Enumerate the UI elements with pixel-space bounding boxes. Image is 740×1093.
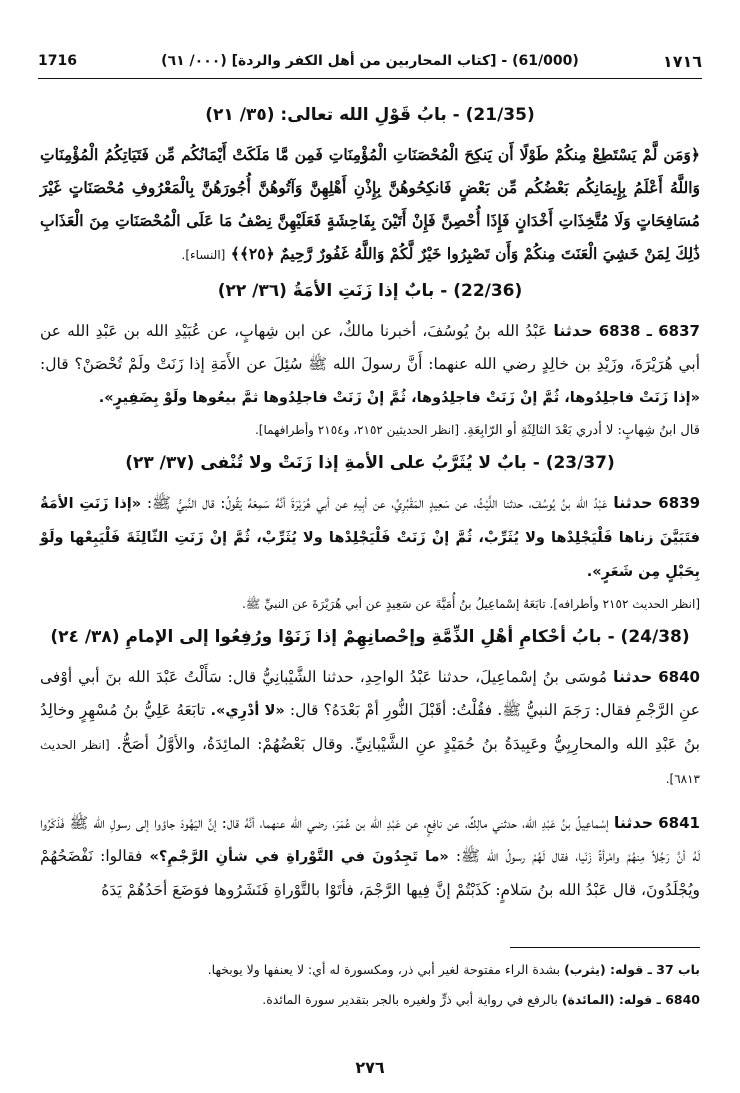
footnote-divider <box>510 947 700 948</box>
page-number-arabic: ١٧١٦ <box>662 51 702 71</box>
chapter-heading-38: (24/38) - بابُ أحْكامِ أهْلِ الذِّمَّةِ وإحْصانِهِمْ إذا زَنَوْا ورُفِعُوا إلى الإمامِ (٣٨/ ٢٤) <box>50 627 690 647</box>
hadith-number: 6839 <box>658 494 701 512</box>
running-head-title: (61/000) - [كتاب المحاربين من أهل الكفر والردة] (٠٠٠/ ٦١) <box>161 53 579 69</box>
hadith-6841 <box>40 806 700 907</box>
hadith-number: 6840 <box>658 668 700 686</box>
hadith-6837 <box>40 314 700 415</box>
chapter-heading-37: (23/37) - بابٌ لا يُثَرَّبُ على الأمةِ إذا زَنَتْ ولا تُنْفى (٣٧/ ٢٣) <box>125 453 615 473</box>
hadith-matn: «ما تَجِدُونَ في التَّوْراةِ في شأنِ الرَّجْمِ؟» <box>149 849 449 865</box>
hadith-6839 <box>40 486 700 589</box>
page-number-latin: 1716 <box>38 53 77 69</box>
hadith-reference: [انظر الحديث ٢١٥٢ وأطرافه]. تابَعَهُ إسْماعِيلُ بنُ أُمَيَّةَ عن سَعِيدٍ عن أبي هُرَيْرَةَ عن النبيِّ ﷺ. <box>241 597 700 611</box>
hadith-number: 6837 ـ 6838 <box>598 322 700 340</box>
hadith-after: فقالوا: نَفْضَحُهُمْ ويُجْلَدُونَ، قال عَبْدُ الله بنُ سَلامٍ: كَذَبْتُمْ إنَّ فِيها الرَّجْمَ، فأتَوْا بالتَّوْراةِ فَنَشَرُوها فوَضَعَ أحَدُهُمْ يَدَهُ <box>40 847 700 899</box>
hadith-lead: حدثنا <box>553 321 593 340</box>
hadith-reference: [انظر الحديث ٦٨١٣]. <box>40 738 700 786</box>
hadith-6840 <box>40 660 700 796</box>
running-header <box>38 48 702 79</box>
hadith-isnad: إسْماعِيلُ بنُ عَبْدِ الله، حدثني مالِكٌ، عن نافِعٍ، عن عَبْدِ الله بن عُمَرَ، رضي الله عنهما، أنَّهُ قال: إنَّ اليَهُودَ جاؤوا إلى رسولِ الله ﷺ فَذَكَرُوا لَهُ أنَّ رَجُلاً مِنهُمْ وامْرأةً زَنَيا، فقال لَهُمْ رسولُ الله ﷺ: <box>40 814 700 865</box>
footnote-item <box>40 985 700 1015</box>
quran-text: ﴿وَمَن لَّمْ يَسْتَطِعْ مِنكُمْ طَوْلًا أَن يَنكِحَ الْمُحْصَنَاتِ الْمُؤْمِنَاتِ فَمِن مَّا مَلَكَتْ أَيْمَانُكُم مِّن فَتَيَاتِكُمُ الْمُؤْمِنَاتِ وَاللَّهُ أَعْلَمُ بِإِيمَانِكُم بَعْضُكُم مِّن بَعْضٍ فَانكِحُوهُنَّ بِإِذْنِ أَهْلِهِنَّ وَآتُوهُنَّ أُجُورَهُنَّ بِالْمَعْرُوفِ مُحْصَنَاتٍ غَيْرَ مُسَافِحَاتٍ وَلَا مُتَّخِذَاتِ أَخْدَانٍ فَإِذَا أُحْصِنَّ فَإِنْ أَتَيْنَ بِفَاحِشَةٍ فَعَلَيْهِنَّ نِصْفُ مَا عَلَى الْمُحْصَنَاتِ مِنَ الْعَذَابِ ذَٰلِكَ لِمَنْ خَشِيَ الْعَنَتَ مِنكُمْ وَأَن تَصْبِرُوا خَيْرٌ لَّكُمْ وَاللَّهُ غَفُورٌ رَّحِيمٌ ﴿٢٥﴾﴾ <box>40 145 700 263</box>
hadith-after: تابَعَهُ عَلِيُّ بنُ مُسْهِرٍ وخالِدُ بنُ عَبْدِ الله والمحارِبِيُّ وعَبِيدَةُ بنُ حُمَيْدٍ عنِ الشَّيْبانِيِّ. وقال بَعْضُهُمْ: المائِدَةُ، والأوَّلُ أصَحُّ. <box>40 701 700 753</box>
hadith-matn: «إذا زَنَتِ الأمَةُ فتَبَيَّنَ زناها فَلْيَجْلِدْها ولا يُثَرِّبْ، ثُمَّ إنْ زَنَتْ فَلْيَجْلِدْها ولا يُثَرِّبْ، ثُمَّ إنْ زَنَتِ الثّالِثَةَ فَلْيَبِعْها ولَوْ بِحَبْلٍ مِن شَعَرٍ». <box>40 496 700 580</box>
footnote-text: بشدة الراء مفتوحة لغير أبي ذر، ومكسورة له أي: لا يعنفها ولا يوبخها. <box>207 962 561 977</box>
hadith-lead: حدثنا <box>613 493 653 512</box>
chapter-heading-35: (21/35) - بابُ قَوْلِ الله تعالى: (٣٥/ ٢١) <box>205 105 535 125</box>
quran-reference: [النساء]. <box>181 248 226 262</box>
hadith-reference: [انظر الحديثين ٢١٥٢، و٢١٥٤ وأطرافهما]. <box>254 423 460 437</box>
hadith-6837-note <box>40 417 700 444</box>
hadith-matn: «لا أدْرِي». <box>210 703 285 719</box>
chapter-heading-36: (22/36) - بابٌ إذا زَنَتِ الأمَةُ (٣٦/ ٢٢) <box>217 281 523 301</box>
footnote-label: باب 37 ـ قوله: (يثرب) <box>564 962 700 977</box>
hadith-lead: حدثنا <box>612 667 653 686</box>
hadith-number: 6841 <box>658 814 700 832</box>
hadith-matn: «إذا زَنَتْ فاجلِدُوها، ثُمَّ إنْ زَنَتْ فاجلِدُوها، ثُمَّ إنْ زَنَتْ فاجلِدُوها ثمَّ بيعُوها ولَوْ بِضَفِيرٍ». <box>98 390 700 406</box>
footnote-item <box>40 955 700 985</box>
footnote-label: 6840 ـ قوله: (المائدة) <box>561 992 700 1007</box>
hadith-6839-note <box>40 591 700 618</box>
hadith-isnad: عَبْدُ الله بنُ يُوسُفَ، حدثنا اللَّيْثُ، عن سَعِيدٍ المَقْبُرِيِّ، عن أبِيهِ عن أبي هُرَيْرَةَ أنَّهُ سَمِعَهُ يَقُولُ: قال النَّبيُّ ﷺ: <box>146 494 608 512</box>
hadith-isnad: عَبْدُ الله بنُ يُوسُفَ، أخبرنا مالكٌ، عن ابن شِهابٍ، عن عُبَيْدِ الله بن عَبْدِ الله عن أبي هُرَيْرَةَ، وزَيْدِ بن خالِدٍ رضي الله عنهما: أَنَّ رسولَ الله ﷺ سُئِلَ عن الأَمَةِ إذا زَنَتْ ولَمْ تُحْصَنْ؟ قال: <box>40 322 700 373</box>
footnotes <box>40 955 700 1015</box>
hadith-after: قال ابنُ شِهابٍ: لا أدري بَعْدَ الثالِثَةِ أو الرّابِعَةِ. <box>463 423 700 438</box>
main-text <box>40 96 700 907</box>
quran-verse <box>40 138 700 272</box>
hadith-isnad: مُوسَى بنُ إسْماعِيلَ، حدثنا عَبْدُ الواحِدِ، حدثنا الشَّيْبانِيُّ قال: سَأَلْتُ عَبْدَ الله بنَ أبي أوْفى عنِ الرَّجْمِ فقال: رَجَمَ النبيُّ ﷺ. فقُلْتُ: أقَبْلَ النُّورِ أمْ بَعْدَهُ؟ قال: <box>40 668 701 719</box>
page-footer-number: ٢٧٦ <box>355 1058 385 1077</box>
hadith-lead: حدثنا <box>613 813 654 832</box>
footnote-text: بالرفع في رواية أبي ذرٍّ ولغيره بالجر بتقدير سورة المائدة. <box>262 992 558 1007</box>
